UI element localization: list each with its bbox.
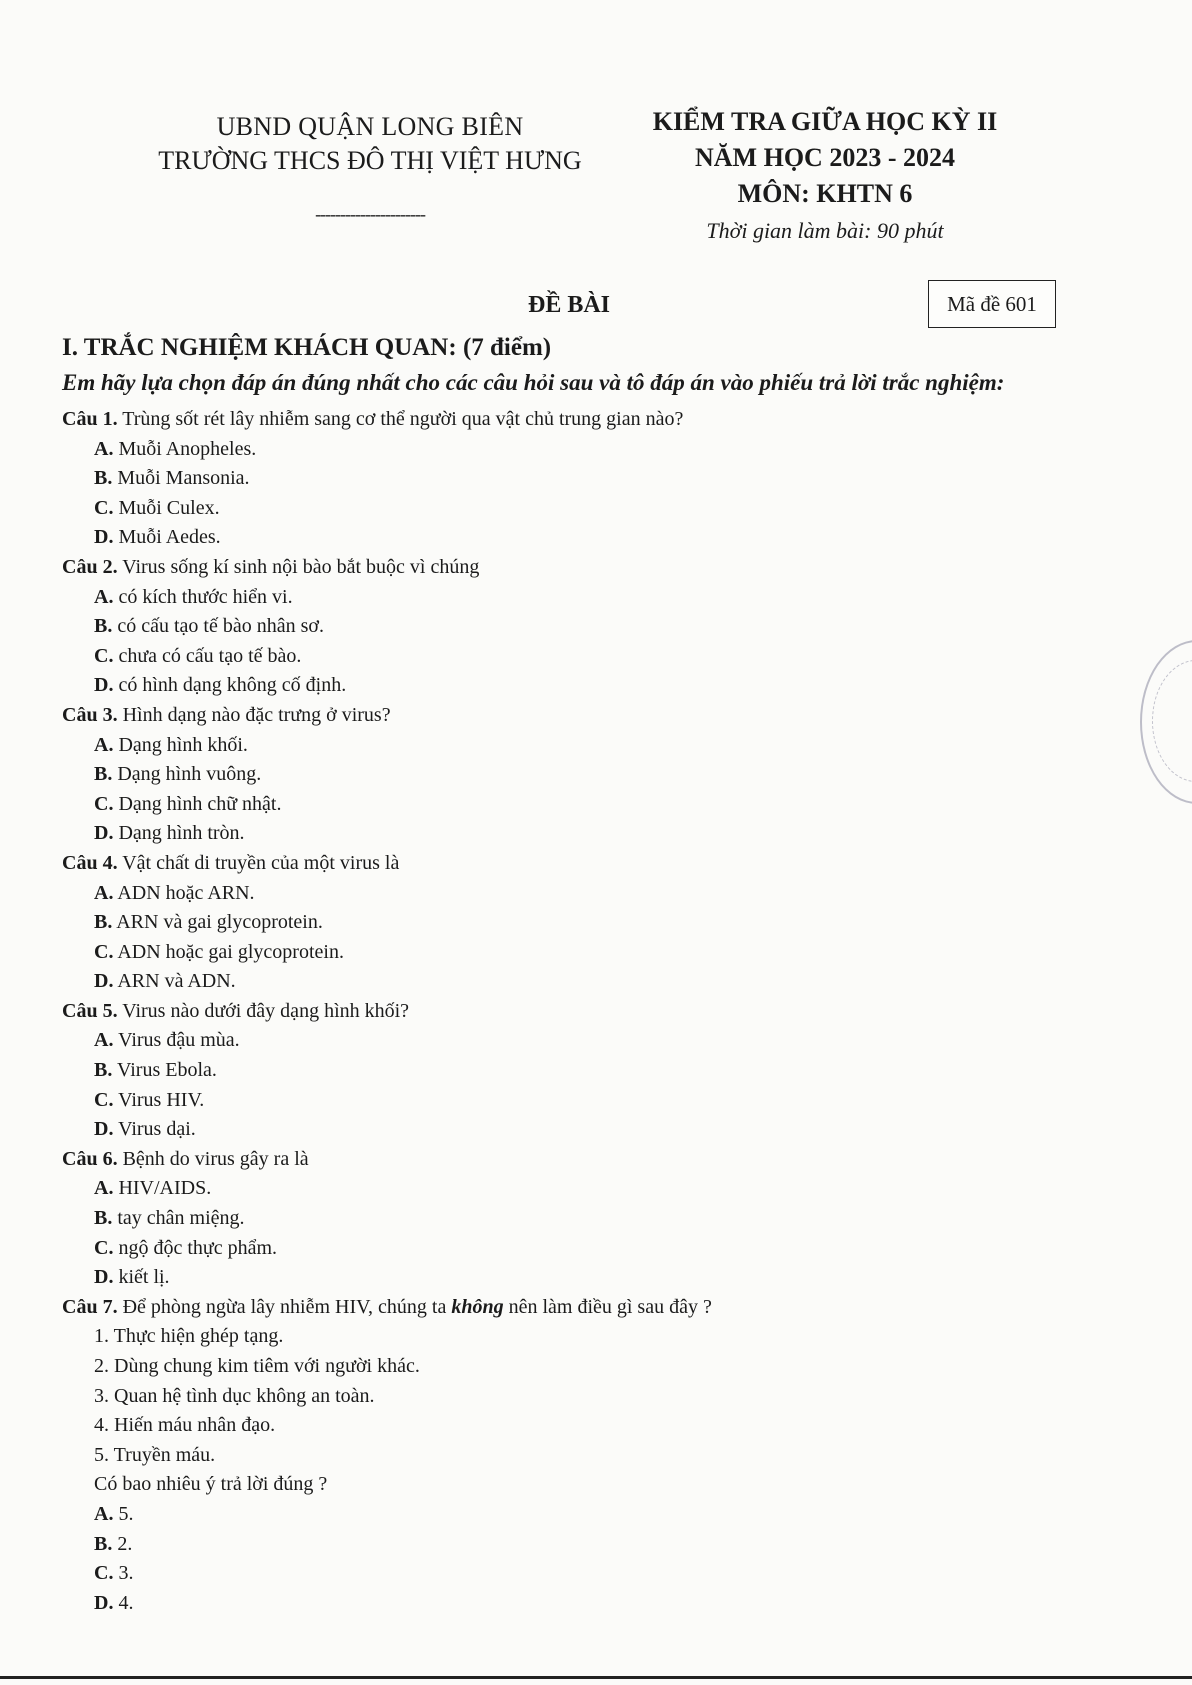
option-letter: A. — [94, 733, 114, 756]
answer-option — [62, 1559, 1072, 1589]
question-label: Câu 4. — [62, 851, 118, 874]
exam-content — [62, 330, 1072, 1618]
option-letter: D. — [94, 822, 114, 845]
option-letter: C. — [94, 644, 114, 667]
question-prompt: Có bao nhiêu ý trả lời đúng ? — [94, 1473, 328, 1496]
option-text: ADN hoặc gai glycoprotein. — [113, 940, 344, 963]
option-letter: B. — [94, 1532, 113, 1555]
option-letter: D. — [94, 970, 114, 993]
school-year: NĂM HỌC 2023 - 2024 — [695, 143, 955, 172]
school-header — [120, 112, 620, 225]
question-1 — [62, 405, 1072, 553]
statement: 1. Thực hiện ghép tạng. — [94, 1325, 284, 1348]
answer-option — [62, 1500, 1072, 1530]
option-letter: C. — [94, 792, 114, 815]
question-label: Câu 1. — [62, 408, 118, 430]
option-text: có cấu tạo tế bào nhân sơ. — [112, 615, 324, 638]
section-instruction: Em hãy lựa chọn đáp án đúng nhất cho các câu hỏi sau và tô đáp án vào phiếu trả lời trắc nghiệm: — [62, 370, 1005, 395]
question-text — [62, 1293, 1072, 1323]
question-text-part: Trùng sốt rét lây nhiễm sang cơ thể người qua vật chủ trung gian nào? — [117, 408, 684, 430]
answer-option — [62, 819, 1072, 849]
option-text: Muỗi Anopheles. — [113, 437, 257, 460]
question-2 — [62, 553, 1072, 701]
question-text — [62, 849, 1072, 879]
option-letter: A. — [94, 881, 114, 904]
option-letter: B. — [94, 1207, 113, 1230]
question-4 — [62, 849, 1072, 997]
option-letter: D. — [94, 1118, 114, 1141]
question-text-part: nên làm điều gì sau đây ? — [503, 1295, 712, 1318]
option-letter: C. — [94, 940, 114, 963]
option-text: Virus HIV. — [113, 1088, 205, 1111]
option-letter: A. — [94, 437, 114, 460]
answer-option — [62, 760, 1072, 790]
option-text: Virus dại. — [113, 1118, 196, 1141]
answer-option — [62, 1174, 1072, 1204]
statement: 2. Dùng chung kim tiêm với người khác. — [94, 1355, 420, 1377]
answer-option — [62, 1263, 1072, 1293]
question-3 — [62, 701, 1072, 849]
option-text: 5. — [113, 1502, 134, 1525]
question-text — [62, 701, 1072, 731]
question-5 — [62, 997, 1072, 1145]
answer-option — [62, 642, 1072, 672]
question-text-part: Bệnh do virus gây ra là — [117, 1147, 309, 1170]
header-divider: ---------------------- — [315, 204, 425, 224]
answer-option — [62, 908, 1072, 938]
question-text — [62, 997, 1072, 1027]
option-text: Muỗi Aedes. — [113, 526, 221, 549]
option-letter: A. — [94, 1177, 114, 1200]
question-label: Câu 3. — [62, 703, 118, 726]
answer-option — [62, 1530, 1072, 1560]
option-text: tay chân miệng. — [112, 1207, 245, 1230]
option-text: có hình dạng không cố định. — [113, 674, 347, 697]
answer-option — [62, 790, 1072, 820]
option-letter: C. — [94, 496, 114, 519]
question-text-part: Virus sống kí sinh nội bào bắt buộc vì chúng — [117, 555, 480, 578]
question-label: Câu 2. — [62, 555, 118, 578]
answer-option — [62, 494, 1072, 524]
answer-option — [62, 1589, 1072, 1619]
question-7 — [62, 1293, 1072, 1619]
option-text: 2. — [112, 1532, 133, 1555]
question-text-part: Vật chất di truyền của một virus là — [117, 851, 400, 874]
option-letter: A. — [94, 1502, 114, 1525]
answer-option — [62, 1056, 1072, 1086]
option-text: 4. — [113, 1591, 134, 1614]
question-text — [62, 405, 1072, 435]
question-text-part: Để phòng ngừa lây nhiễm HIV, chúng ta — [117, 1295, 452, 1318]
question-emphasis: không — [451, 1295, 504, 1318]
option-letter: D. — [94, 1266, 114, 1289]
answer-option — [62, 1204, 1072, 1234]
question-text-part: Virus nào dưới đây dạng hình khối? — [117, 999, 410, 1022]
answer-option — [62, 583, 1072, 613]
answer-option — [62, 967, 1072, 997]
option-text: ARN và gai glycoprotein. — [112, 911, 323, 934]
option-text: Virus Ebola. — [112, 1059, 217, 1082]
time-limit: Thời gian làm bài: 90 phút — [706, 218, 944, 243]
option-text: Dạng hình khối. — [113, 733, 248, 756]
answer-option — [62, 1115, 1072, 1145]
option-letter: B. — [94, 467, 113, 490]
section-title: I. TRẮC NGHIỆM KHÁCH QUAN: (7 điểm) — [62, 334, 552, 361]
option-letter: D. — [94, 526, 114, 549]
question-6 — [62, 1145, 1072, 1293]
page-bottom-edge — [0, 1676, 1192, 1679]
answer-option — [62, 671, 1072, 701]
option-letter: C. — [94, 1236, 114, 1259]
statement: 3. Quan hệ tình dục không an toàn. — [94, 1384, 375, 1407]
subject: MÔN: KHTN 6 — [737, 179, 913, 208]
page-title: ĐỀ BÀI — [528, 292, 611, 318]
option-text: Dạng hình vuông. — [112, 763, 262, 786]
answer-option — [62, 464, 1072, 494]
option-letter: B. — [94, 911, 113, 934]
answer-option — [62, 938, 1072, 968]
option-letter: B. — [94, 615, 113, 638]
option-letter: D. — [94, 1591, 114, 1614]
question-text — [62, 1145, 1072, 1175]
option-letter: C. — [94, 1088, 114, 1111]
answer-option — [62, 731, 1072, 761]
option-text: Muỗi Mansonia. — [112, 467, 250, 490]
question-label: Câu 7. — [62, 1295, 118, 1318]
option-text: Virus đậu mùa. — [113, 1029, 240, 1052]
question-text-part: Hình dạng nào đặc trưng ở virus? — [117, 703, 391, 726]
option-text: 3. — [113, 1562, 134, 1585]
option-text: HIV/AIDS. — [113, 1177, 212, 1200]
answer-option — [62, 879, 1072, 909]
option-text: chưa có cấu tạo tế bào. — [113, 644, 302, 667]
question-label: Câu 6. — [62, 1147, 118, 1170]
question-label: Câu 5. — [62, 999, 118, 1022]
answer-option — [62, 523, 1072, 553]
option-text: Dạng hình chữ nhật. — [113, 792, 282, 815]
option-text: ngộ độc thực phẩm. — [113, 1236, 278, 1259]
exam-code-box: Mã đề 601 — [928, 280, 1056, 328]
option-text: ADN hoặc ARN. — [113, 881, 255, 904]
statement: 4. Hiến máu nhân đạo. — [94, 1414, 276, 1437]
exam-header — [640, 104, 1010, 244]
question-list — [62, 405, 1072, 1293]
option-letter: A. — [94, 1029, 114, 1052]
option-text: Dạng hình tròn. — [113, 822, 245, 845]
option-letter: C. — [94, 1562, 114, 1585]
answer-option — [62, 1234, 1072, 1264]
answer-option — [62, 1086, 1072, 1116]
option-text: Muỗi Culex. — [113, 496, 220, 519]
statement: 5. Truyền máu. — [94, 1443, 216, 1466]
option-text: có kích thước hiển vi. — [113, 585, 293, 608]
question-text — [62, 553, 1072, 583]
option-letter: A. — [94, 585, 114, 608]
district-name: UBND QUẬN LONG BIÊN — [216, 112, 524, 141]
option-text: kiết lị. — [113, 1266, 170, 1289]
option-letter: B. — [94, 763, 113, 786]
exam-type: KIỂM TRA GIỮA HỌC KỲ II — [652, 107, 998, 136]
answer-option — [62, 1026, 1072, 1056]
answer-option — [62, 435, 1072, 465]
school-name: TRƯỜNG THCS ĐÔ THỊ VIỆT HƯNG — [158, 146, 582, 175]
option-letter: D. — [94, 674, 114, 697]
option-text: ARN và ADN. — [113, 970, 236, 993]
option-letter: B. — [94, 1059, 113, 1082]
answer-option — [62, 612, 1072, 642]
